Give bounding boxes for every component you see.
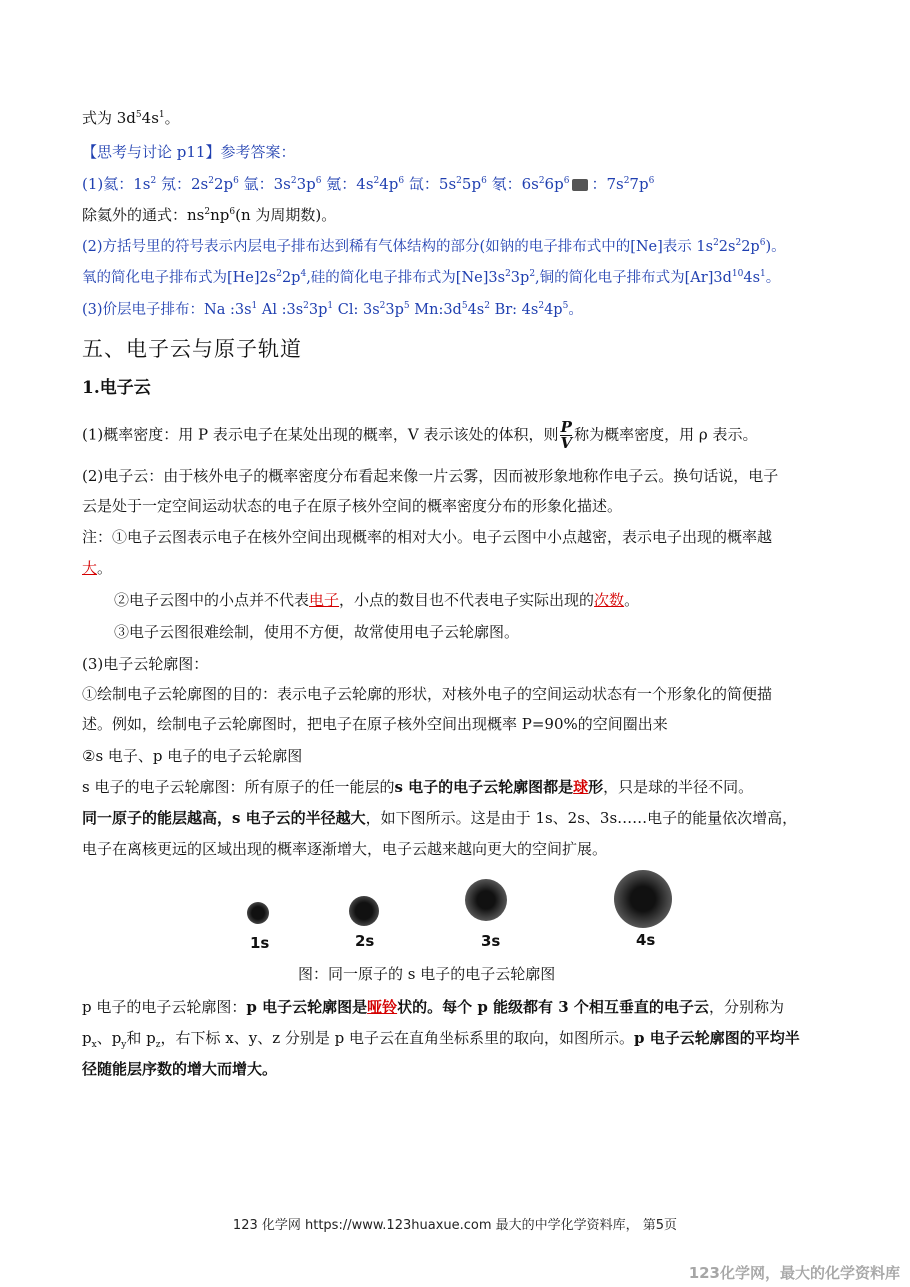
think-discuss-heading: 【思考与讨论 p11】参考答案： — [82, 143, 296, 161]
note-line-3: ②电子云图中的小点并不代表电子，小点的数目也不代表电子实际出现的次数。 — [114, 591, 640, 609]
contour-sp-heading: ②s 电子、p 电子的电子云轮廓图 — [82, 747, 303, 765]
probability-density-line: (1)概率密度：用 P 表示电子在某处出现的概率，V 表示该处的体积，则 $\frac{P}{V}$ 称为概率密度，用 ρ 表示。 — [82, 418, 758, 452]
text-line-electron-config: 式为 $3d^54s^1$。 — [82, 109, 180, 127]
s-energy-line: 电子在离核更远的区域出现的概率逐渐增大，电子云越来越向更大的空间扩展。 — [82, 840, 608, 858]
orbital-label-4s: 4s — [636, 931, 656, 949]
oganesson-glyph-image — [572, 179, 588, 191]
cloud-definition-line-1: (2)电子云：由于核外电子的概率密度分布看起来像一片云雾，因而被形象地称作电子云。换句话说，电子 — [82, 467, 779, 485]
note-line-2: 大。 — [82, 559, 113, 577]
subsection-title: 1.电子云 — [82, 378, 151, 398]
orbital-label-3s: 3s — [481, 932, 501, 950]
orbital-label-2s: 2s — [355, 932, 375, 950]
answer-simplified-configs: 氧的简化电子排布式为$[He]2s^22p^4$,硅的简化电子排布式为$[Ne]3s^23p^2$,铜的简化电子排布式为$[Ar]3d^{10}4s^1$。 — [82, 269, 781, 286]
orbital-4s-image — [614, 870, 672, 928]
p-contour-line-1: p 电子的电子云轮廓图：p 电子云轮廓图是哑铃状的。每个 p 能级都有 3 个相互垂直的电子云，分别称为 — [82, 998, 784, 1016]
cloud-definition-line-2: 云是处于一定空间运动状态的电子在原子核外空间的概率密度分布的形象化描述。 — [82, 497, 623, 515]
watermark: 123化学网，最大的化学资料库 — [688, 1264, 900, 1282]
figure-caption: 图：同一原子的 s 电子的电子云轮廓图 — [298, 965, 556, 983]
note-line-4: ③电子云图很难绘制，使用不方便，故常使用电子云轮廓图。 — [114, 623, 520, 641]
answer-valence-configs: (3)价层电子排布：Na $:3s^1$ Al $:3s^23p^1$ Cl: $3s^23p^5$ $Mn:3d^54s^2$ Br: $4s^24p^5$。 — [82, 301, 583, 318]
answer-bracket-notation: (2)方括号里的符号表示内层电子排布达到稀有气体结构的部分(如钠的电子排布式中的[Ne]表示 $1s^22s^22p^6$)。 — [82, 238, 786, 255]
answer-noble-gases: (1)氦：$1s^2$ 氖：$2s^22p^6$ 氩：$3s^23p^6$ 氪：$4s^24p^6$ 氙：$5s^25p^6$ 氡：$6s^26p^6$ ：$7s^27p^6$ — [82, 175, 655, 193]
orbital-3s-image — [465, 879, 507, 921]
p-contour-line-3: 径随能层序数的增大而增大。 — [82, 1060, 278, 1078]
section-title: 五、电子云与原子轨道 — [82, 337, 302, 361]
density-fraction: $\frac{P}{V}$ — [560, 418, 573, 452]
contour-purpose-line-2: 述。例如，绘制电子云轮廓图时，把电子在原子核外空间出现概率 P=90%的空间圈出来 — [82, 715, 668, 733]
s-contour-line: s 电子的电子云轮廓图：所有原子的任一能层的s 电子的电子云轮廓图都是球形，只是球的半径不同。 — [82, 778, 754, 796]
contour-purpose-line-1: ①绘制电子云轮廓图的目的：表示电子云轮廓的形状，对核外电子的空间运动状态有一个形象化的简便描 — [82, 685, 773, 703]
page-footer: 123 化学网 https://www.123huaxue.com 最大的中学化学资料库， 第5页 — [232, 1218, 678, 1233]
orbital-2s-image — [349, 896, 379, 926]
note-line-1: 注：①电子云图表示电子在核外空间出现概率的相对大小。电子云图中小点越密，表示电子出现的概率越 — [82, 528, 773, 546]
p-contour-line-2: $p_x$、$p_y$和 $p_z$，右下标 x、y、z 分别是 p 电子云在直角坐标系里的取向，如图所示。p 电子云轮廓图的平均半 — [82, 1029, 800, 1050]
orbital-1s-image — [247, 902, 269, 924]
orbital-label-1s: 1s — [250, 934, 270, 952]
contour-title: (3)电子云轮廓图： — [82, 655, 209, 673]
s-radius-line: 同一原子的能层越高，s 电子云的半径越大，如下图所示。这是由于 1s、2s、3s……电子的能量依次增高， — [82, 809, 798, 827]
general-formula-line: 除氦外的通式：$ns^2np^6(n$ 为周期数)。 — [82, 206, 337, 224]
